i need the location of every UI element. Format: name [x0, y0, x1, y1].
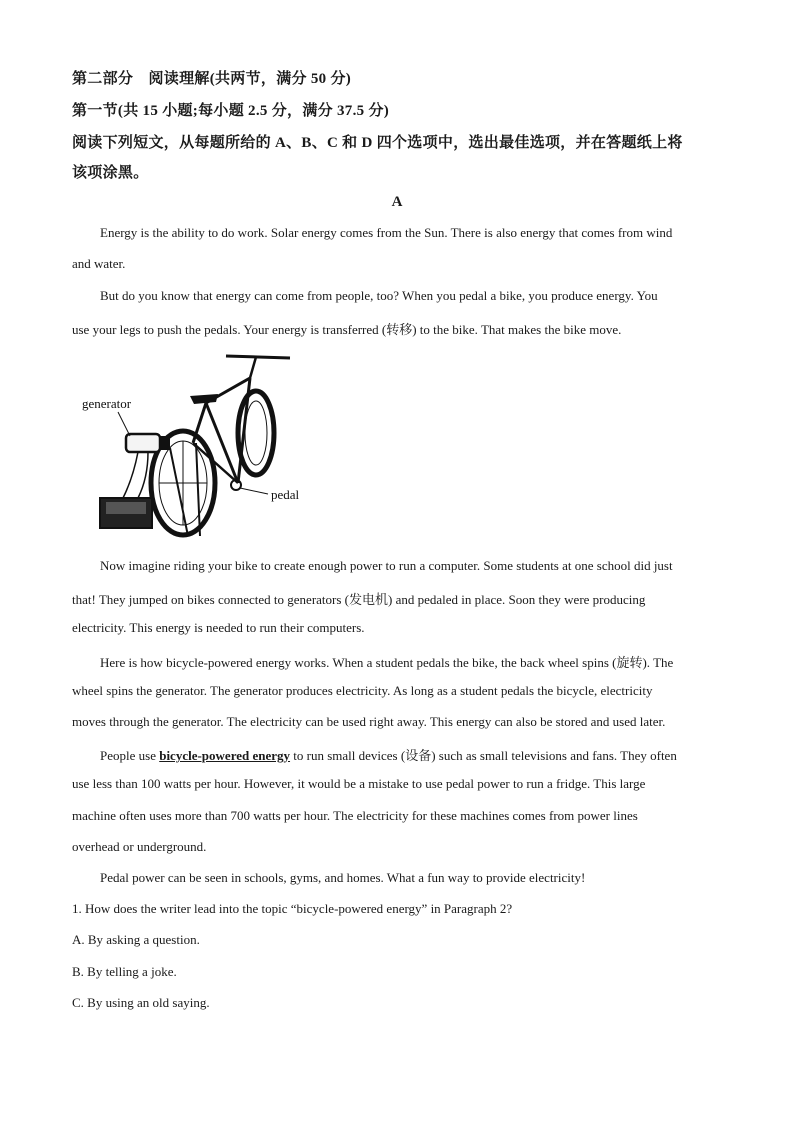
- p5-line-4: overhead or underground.: [72, 839, 207, 854]
- label-pedal: pedal: [271, 487, 300, 502]
- instruction-line-2: 该项涂黑。: [72, 165, 149, 181]
- bicycle-generator-figure: [78, 348, 318, 538]
- p5-line-1-a: People use: [100, 748, 160, 763]
- question-stem: 1. How does the writer lead into the topic “bicycle-powered energy” in Paragraph 2?: [72, 901, 513, 916]
- part-heading: 第二部分 阅读理解(共两节，满分 50 分): [72, 71, 352, 87]
- p2-line-2: use your legs to push the pedals. Your energy is transferred (转移) to the bike. That makes the bike move.: [72, 322, 622, 337]
- label-generator: generator: [82, 396, 132, 411]
- section-heading: 第一节(共 15 小题;每小题 2.5 分，满分 37.5 分): [72, 103, 390, 119]
- p4-line-1: Here is how bicycle-powered energy works. When a student pedals the bike, the back wheel spins (旋转). The: [100, 655, 674, 670]
- p4-line-2: wheel spins the generator. The generator produces electricity. As long as a student pedals the bicycle, electricity: [72, 683, 653, 698]
- p3-line-2: that! They jumped on bikes connected to generators (发电机) and pedaled in place. Soon they were producing: [72, 592, 646, 607]
- p3-line-3: electricity. This energy is needed to run their computers.: [72, 620, 365, 635]
- option-c[interactable]: C. By using an old saying.: [72, 995, 210, 1010]
- p4-line-3: moves through the generator. The electricity can be used right away. This energy can also be stored and used later.: [72, 714, 666, 729]
- p1-line-2: and water.: [72, 256, 126, 271]
- passage-title: A: [391, 194, 403, 210]
- option-b[interactable]: B. By telling a joke.: [72, 964, 177, 979]
- instruction-line-1: 阅读下列短文，从每题所给的 A、B、C 和 D 四个选项中，选出最佳选项，并在答题纸上将: [72, 135, 683, 151]
- p5-line-2: use less than 100 watts per hour. However, it would be a mistake to use pedal power to run a fridge. This large: [72, 776, 646, 791]
- p5-line-1-c: to run small devices (设备) such as small televisions and fans. They often: [290, 748, 677, 763]
- p5-line-3: machine often uses more than 700 watts per hour. The electricity for these machines comes from power lines: [72, 808, 638, 823]
- p6-line-1: Pedal power can be seen in schools, gyms, and homes. What a fun way to provide electricity!: [100, 870, 586, 885]
- p1-line-1: Energy is the ability to do work. Solar energy comes from the Sun. There is also energy that comes from wind: [100, 225, 673, 240]
- bicycle-illustration: [78, 348, 318, 538]
- highlighted-term: bicycle-powered energy: [159, 748, 291, 763]
- p2-line-1: But do you know that energy can come from people, too? When you pedal a bike, you produce energy. You: [100, 288, 658, 303]
- p3-line-1: Now imagine riding your bike to create enough power to run a computer. Some students at one school did just: [100, 558, 673, 573]
- option-a[interactable]: A. By asking a question.: [72, 932, 200, 947]
- p5-line-1: [100, 745, 677, 764]
